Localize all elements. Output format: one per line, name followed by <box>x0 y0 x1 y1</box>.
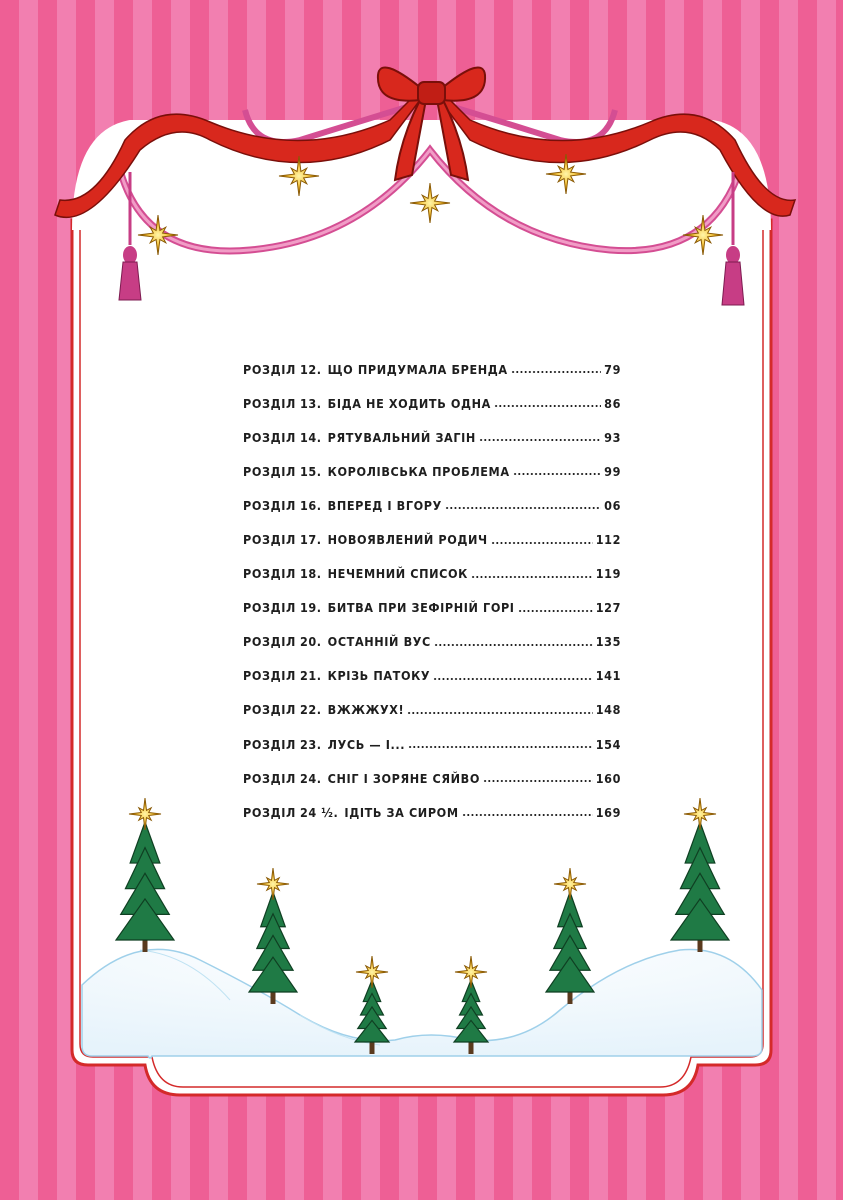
leader-dots <box>445 507 601 509</box>
leader-dots <box>513 473 602 475</box>
page-number: 141 <box>595 668 621 684</box>
toc-entry <box>243 693 621 727</box>
leader-dots <box>434 644 593 646</box>
chapter-title: КОРОЛІВСЬКА ПРОБЛЕМА <box>327 463 510 479</box>
leader-dots <box>433 678 593 680</box>
chapter-label: РОЗДІЛ 18. <box>243 566 322 582</box>
chapter-title: ОСТАННІЙ ВУС <box>327 634 431 650</box>
page-number: 112 <box>595 532 621 548</box>
chapter-title: БИТВА ПРИ ЗЕФІРНІЙ ГОРІ <box>327 600 515 616</box>
chapter-label: РОЗДІЛ 24. <box>243 770 322 786</box>
toc-entry <box>243 727 621 761</box>
chapter-number: 19. <box>299 600 322 616</box>
chapter-title: НЕЧЕМНИЙ СПИСОК <box>327 566 468 582</box>
toc-entry <box>243 454 621 488</box>
toc-entry <box>243 591 621 625</box>
chapter-number: 13. <box>299 395 322 411</box>
chapter-number: 20. <box>299 634 322 650</box>
chapter-number: 17. <box>299 532 322 548</box>
chapter-number: 24. <box>299 770 322 786</box>
toc-entry <box>243 761 621 795</box>
chapter-number: 21. <box>299 668 322 684</box>
page-number: 93 <box>604 429 621 445</box>
leader-dots <box>471 576 593 578</box>
toc-entry <box>243 420 621 454</box>
page-number: 154 <box>595 736 621 752</box>
chapter-number: 18. <box>299 566 322 582</box>
page-number: 86 <box>604 395 621 411</box>
page-number: 148 <box>595 702 621 718</box>
chapter-number: 15. <box>299 463 322 479</box>
leader-dots <box>479 439 601 441</box>
page-number: 169 <box>595 804 621 820</box>
chapter-title: РЯТУВАЛЬНИЙ ЗАГІН <box>327 429 476 445</box>
chapter-label: РОЗДІЛ 14. <box>243 429 322 445</box>
leader-dots <box>491 542 593 544</box>
chapter-label: РОЗДІЛ 23. <box>243 736 322 752</box>
chapter-label: РОЗДІЛ 16. <box>243 497 322 513</box>
leader-dots <box>511 371 601 373</box>
chapter-number: 16. <box>299 497 322 513</box>
chapter-number: 24 ½. <box>299 804 339 820</box>
chapter-title: ІДІТЬ ЗА СИРОМ <box>344 804 459 820</box>
chapter-label: РОЗДІЛ 12. <box>243 361 322 377</box>
leader-dots <box>483 780 593 782</box>
chapter-number: 14. <box>299 429 322 445</box>
chapter-title: ВПЕРЕД І ВГОРУ <box>327 497 442 513</box>
chapter-title: НОВОЯВЛЕНИЙ РОДИЧ <box>327 532 488 548</box>
chapter-label: РОЗДІЛ 20. <box>243 634 322 650</box>
chapter-label: РОЗДІЛ 24 ½. <box>243 804 339 820</box>
chapter-label: РОЗДІЛ 17. <box>243 532 322 548</box>
chapter-title: ЛУСЬ — І... <box>327 736 406 752</box>
chapter-number: 23. <box>299 736 322 752</box>
chapter-label: РОЗДІЛ 13. <box>243 395 322 411</box>
toc-entry <box>243 488 621 522</box>
page-number: 06 <box>604 497 621 513</box>
chapter-number: 12. <box>299 361 322 377</box>
chapter-label: РОЗДІЛ 19. <box>243 600 322 616</box>
page-number: 99 <box>604 463 621 479</box>
page-number: 79 <box>604 361 621 377</box>
chapter-title: ВЖЖЖУХ! <box>327 702 405 718</box>
table-of-contents <box>243 352 621 829</box>
toc-entry <box>243 795 621 829</box>
chapter-title: ЩО ПРИДУМАЛА БРЕНДА <box>327 361 508 377</box>
toc-entry <box>243 352 621 386</box>
chapter-title: КРІЗЬ ПАТОКУ <box>327 668 431 684</box>
toc-entry <box>243 522 621 556</box>
chapter-title: БІДА НЕ ХОДИТЬ ОДНА <box>327 395 491 411</box>
page-number: 160 <box>595 770 621 786</box>
toc-entry <box>243 659 621 693</box>
leader-dots <box>462 814 593 816</box>
page-number: 135 <box>595 634 621 650</box>
leader-dots <box>407 712 592 714</box>
chapter-label: РОЗДІЛ 22. <box>243 702 322 718</box>
toc-entry <box>243 386 621 420</box>
chapter-label: РОЗДІЛ 21. <box>243 668 322 684</box>
leader-dots <box>518 610 593 612</box>
chapter-number: 22. <box>299 702 322 718</box>
leader-dots <box>494 405 601 407</box>
chapter-label: РОЗДІЛ 15. <box>243 463 322 479</box>
toc-entry <box>243 625 621 659</box>
page-number: 119 <box>595 566 621 582</box>
chapter-title: СНІГ І ЗОРЯНЕ СЯЙВО <box>327 770 480 786</box>
page-number: 127 <box>595 600 621 616</box>
leader-dots <box>408 746 593 748</box>
toc-entry <box>243 557 621 591</box>
